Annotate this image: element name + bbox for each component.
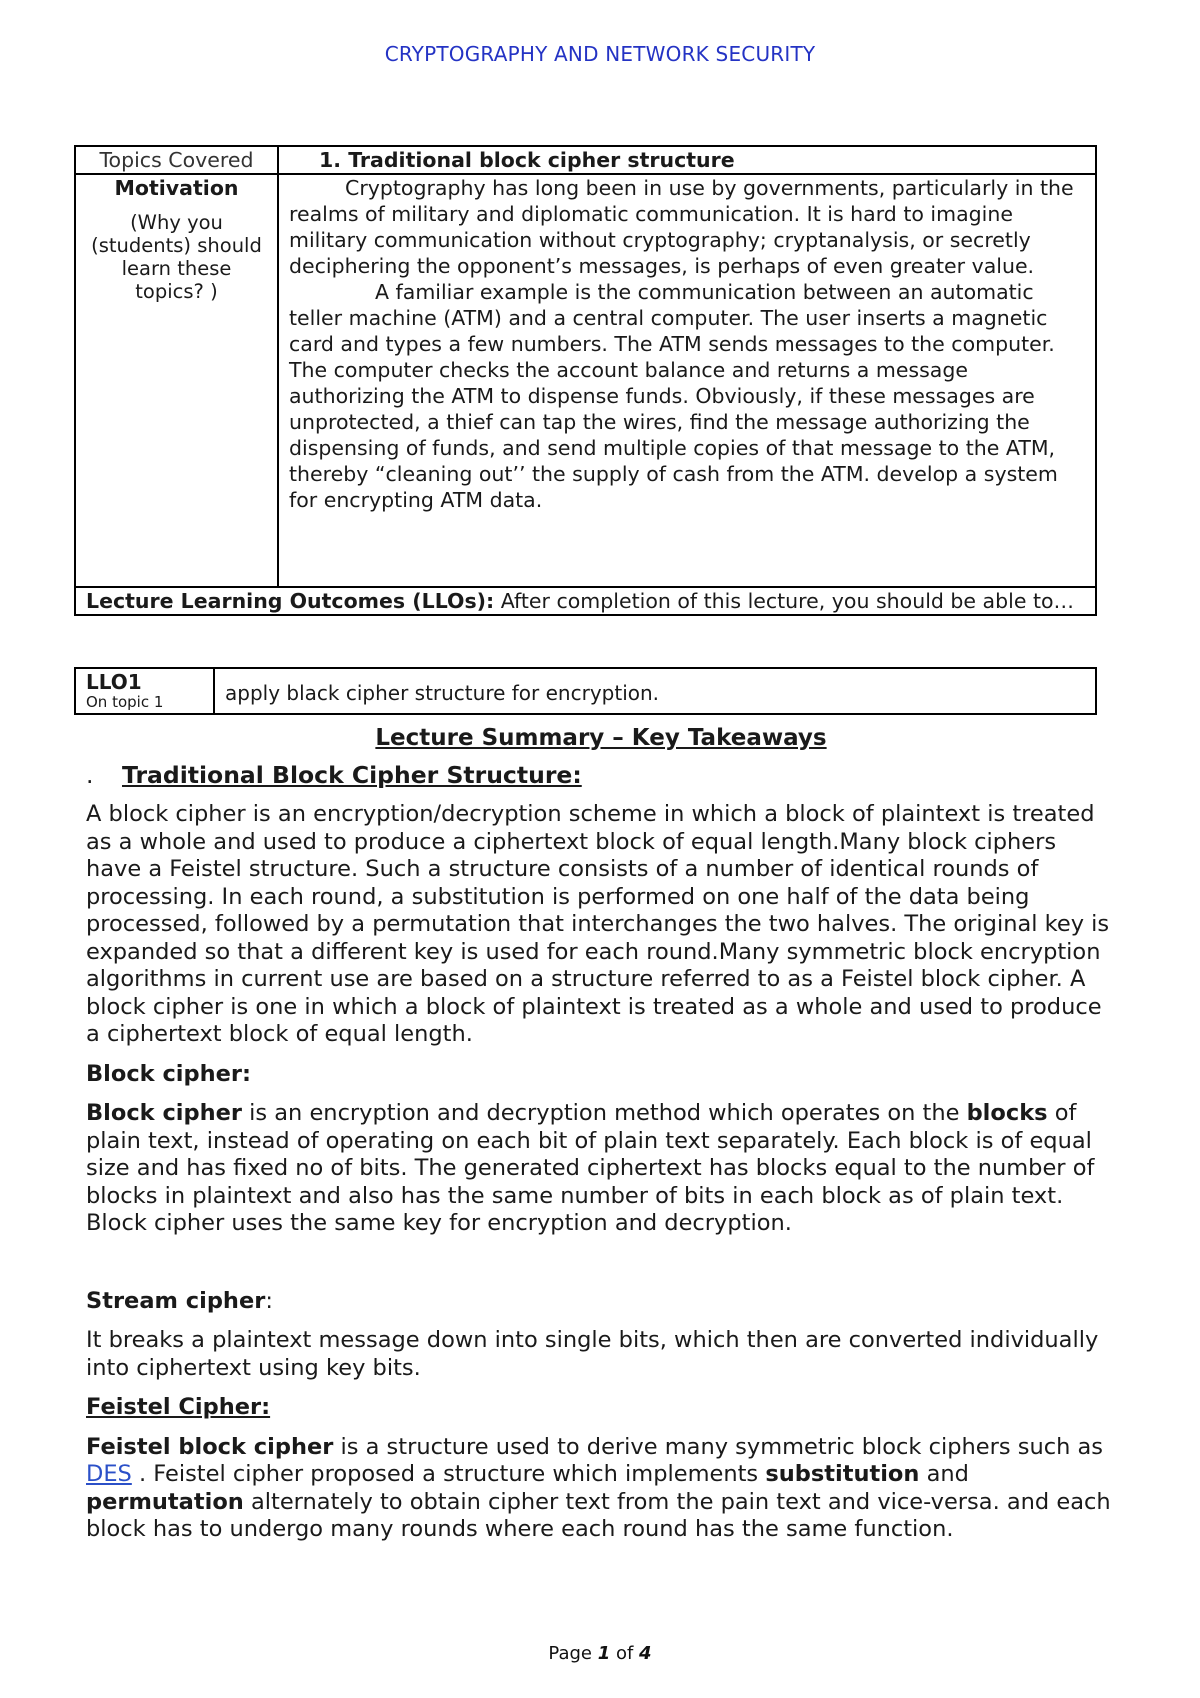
- block-cipher-paragraph: [86, 1100, 1116, 1238]
- llo-text: apply black cipher structure for encryption.: [214, 668, 1096, 714]
- page-label: Page: [548, 1643, 598, 1664]
- blocks-term: blocks: [966, 1100, 1048, 1126]
- motivation-paragraph-1: Cryptography has long been in use by governments, particularly in the realms of military and diplomatic communication. It is hard to imagine military communication without cryptography; cryptanalysis, or secretly deciphering the opponent’s messages, is perhaps of even greater value.: [289, 176, 1074, 278]
- motivation-cell: [75, 174, 278, 587]
- block-cipher-text-1: is an encryption and decryption method which operates on the: [241, 1100, 967, 1126]
- spacer: [86, 1250, 1116, 1288]
- llo-label: Lecture Learning Outcomes (LLOs):: [86, 589, 495, 613]
- substitution-term: substitution: [765, 1461, 920, 1487]
- bullet: .: [86, 760, 94, 789]
- page-number: 1: [597, 1643, 611, 1664]
- feistel-text-2: . Feistel cipher proposed a structure which implements: [131, 1461, 766, 1487]
- feistel-paragraph: [86, 1434, 1116, 1544]
- llo-topic: On topic 1: [86, 693, 164, 711]
- section-title-text: Traditional Block Cipher Structure:: [122, 760, 582, 789]
- stream-cipher-colon: :: [265, 1287, 273, 1314]
- block-cipher-heading: Block cipher:: [86, 1060, 251, 1087]
- motivation-text-cell: [278, 174, 1096, 587]
- stream-cipher-heading-text: Stream cipher: [86, 1287, 266, 1314]
- block-cipher-term: Block cipher: [86, 1100, 242, 1126]
- motivation-subtitle: (Why you (students) should learn these topics? ): [91, 211, 262, 303]
- page-header: CRYPTOGRAPHY AND NETWORK SECURITY: [384, 42, 816, 66]
- stream-cipher-heading: [86, 1288, 1116, 1316]
- intro-paragraph: A block cipher is an encryption/decryption scheme in which a block of plaintext is treated as a whole and used to produce a ciphertext block of equal length.Many block ciphers have a Feistel structure. Such a structure consists of a number of identical rounds of processing. In each round, a substitution is performed on one half of the data being processed, followed by a permutation that interchanges the two halves. The original key is expanded so that a different key is used for each round.Many symmetric block encryption algorithms in current use are based on a structure referred to as a Feistel block cipher. A block cipher is one in which a block of plaintext is treated as a whole and used to produce a ciphertext block of equal length.: [86, 801, 1110, 1047]
- of-label: of: [610, 1643, 640, 1664]
- llo-table: [74, 667, 1097, 715]
- des-link[interactable]: DES: [86, 1461, 132, 1487]
- page-footer: [0, 1643, 1200, 1664]
- llo-id-cell: [75, 668, 214, 714]
- summary-title: Lecture Summary – Key Takeaways: [375, 725, 827, 751]
- feistel-text-4: alternately to obtain cipher text from the pain text and vice-versa. and each block has to undergo many rounds where each round has the same function.: [86, 1488, 1111, 1542]
- lecture-summary: [86, 725, 1116, 1556]
- motivation-label: Motivation: [114, 176, 239, 200]
- feistel-text-1: is a structure used to derive many symmetric block ciphers such as: [333, 1433, 1103, 1460]
- feistel-text-3: and: [919, 1461, 969, 1487]
- llo-id: LLO1: [86, 670, 142, 694]
- llo-intro-cell: [75, 587, 1096, 615]
- topics-covered-label: Topics Covered: [75, 146, 278, 174]
- feistel-term: Feistel block cipher: [86, 1433, 334, 1460]
- feistel-heading: Feistel Cipher:: [86, 1394, 271, 1420]
- page-total: 4: [639, 1643, 652, 1664]
- block-cipher-text-2: of plain text, instead of operating on each bit of plain text separately. Each block is of equal size and has fixed no of bits. The generated ciphertext has blocks equal to the number of blocks in plaintext and also has the same number of bits in each block as of plain text. Block cipher uses the same key for encryption and decryption.: [86, 1100, 1095, 1236]
- topic-title: 1. Traditional block cipher structure: [278, 146, 1096, 174]
- section-title: [86, 762, 1116, 790]
- llo-intro: After completion of this lecture, you should be able to…: [494, 589, 1075, 613]
- stream-cipher-paragraph: It breaks a plaintext message down into single bits, which then are converted individually into ciphertext using key bits.: [86, 1327, 1099, 1381]
- topics-table: [74, 145, 1097, 616]
- motivation-paragraph-2: A familiar example is the communication between an automatic teller machine (ATM) and a central computer. The user inserts a magnetic card and types a few numbers. The ATM sends messages to the computer. The computer checks the account balance and returns a message authorizing the ATM to dispense funds. Obviously, if these messages are unprotected, a thief can tap the wires, find the message authorizing the dispensing of funds, and send multiple copies of that message to the ATM, thereby “cleaning out’’ the supply of cash from the ATM. develop a system for encrypting ATM data.: [289, 280, 1058, 512]
- permutation-term: permutation: [86, 1488, 244, 1515]
